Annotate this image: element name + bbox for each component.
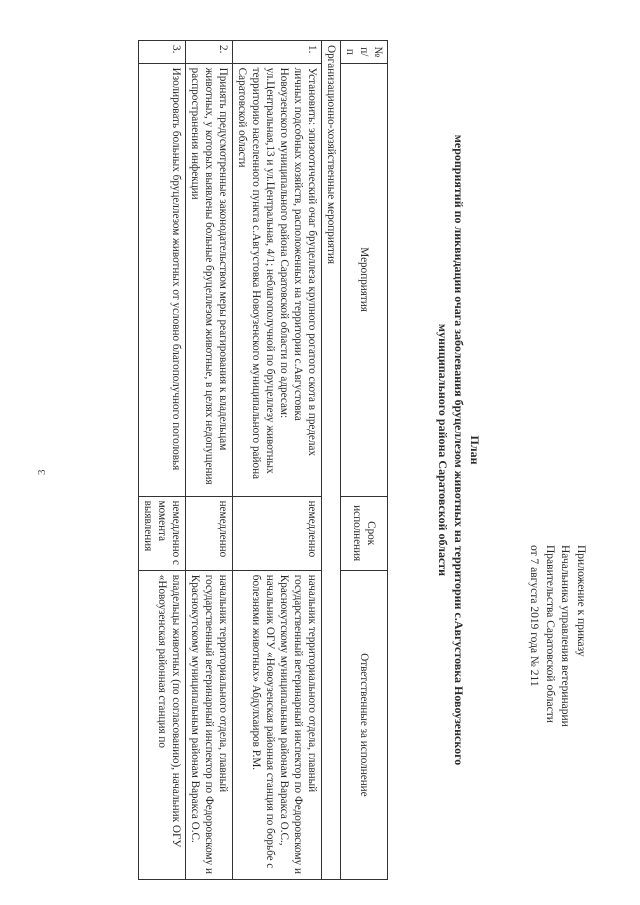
plan-heading xyxy=(434,110,483,790)
plan-title: План xyxy=(468,435,482,465)
row-deadline: немедленно с момента выявления xyxy=(139,496,186,570)
table-row xyxy=(233,41,322,880)
rotated-page xyxy=(28,20,588,880)
section-row xyxy=(322,41,341,880)
row-responsible: владельцы животных (по согласованию), начальник ОГУ «Новоузенская районная станция по xyxy=(139,570,186,879)
row-responsible: начальник территориального отдела, главный государственный ветеринарный инспектор по Федоровскому и Краснокутскому муниципальным районам Варакса О.С. xyxy=(186,570,233,879)
row-responsible: начальник территориального отдела, главный государственный ветеринарный инспектор по Федоровскому и Краснокутскому муниципальным районам Варакса О.С., начальник ОГУ «Новоузенская районная станция по борьбе с болезнями животных» Абдулхаиров Р.М. xyxy=(233,570,322,879)
approval-line-1: Приложение к приказу xyxy=(575,545,587,657)
page-number: 3 xyxy=(36,469,48,475)
row-event: Принять предусмотренные законодательством меры реагирования к владельцам животных, у которых выявлены больные бруцеллезом животные, в целях недопущения распространения инфекции xyxy=(186,63,233,496)
approval-line-3: Правительства Саратовской области xyxy=(543,545,556,723)
row-event: Изолировать больных бруцеллезом животных от условно благополучного поголовья xyxy=(139,63,186,496)
section-title: Организационно-хозяйственные мероприятия xyxy=(322,41,341,880)
header-responsible: Ответственные за исполнение xyxy=(341,570,388,879)
row-deadline: немедленно xyxy=(186,496,233,570)
approval-line-4: от 7 августа 2019 года № 211 xyxy=(528,545,541,687)
row-event: Установить: эпизоотический очаг бруцеллеза крупного рогатого скота в пределах личных подсобных хозяйств, расположенных на территории с.Августовка Новоузенского муниципального района Саратовской области по адресам: ул.Центральная,13 и ул.Центральная, 4/1; неблагополучной по бруцеллезу животных территорию населенного пункта с.Августовка Новоузенского муниципального района Саратовской области xyxy=(233,63,322,496)
plan-subtitle-line-2: муниципального района Саратовской области xyxy=(435,323,450,577)
approval-line-2: Начальника управления ветеринарии xyxy=(559,545,572,727)
plan-subtitle-line-1: мероприятий по ликвидации очага заболевания бруцеллезом животных на территории с.Августовка Новоузенского xyxy=(451,134,466,766)
plan-table xyxy=(138,40,388,880)
approval-block xyxy=(526,545,588,875)
row-deadline: немедленно xyxy=(233,496,322,570)
row-num: 3. xyxy=(139,41,186,64)
table-header-row xyxy=(341,41,388,880)
header-deadline: Срок исполнения xyxy=(341,496,388,570)
row-num: 2. xyxy=(186,41,233,64)
header-num: № п/п xyxy=(341,41,388,64)
table-row xyxy=(139,41,186,880)
row-num: 1. xyxy=(233,41,322,64)
header-event: Мероприятия xyxy=(341,63,388,496)
table-row xyxy=(186,41,233,880)
